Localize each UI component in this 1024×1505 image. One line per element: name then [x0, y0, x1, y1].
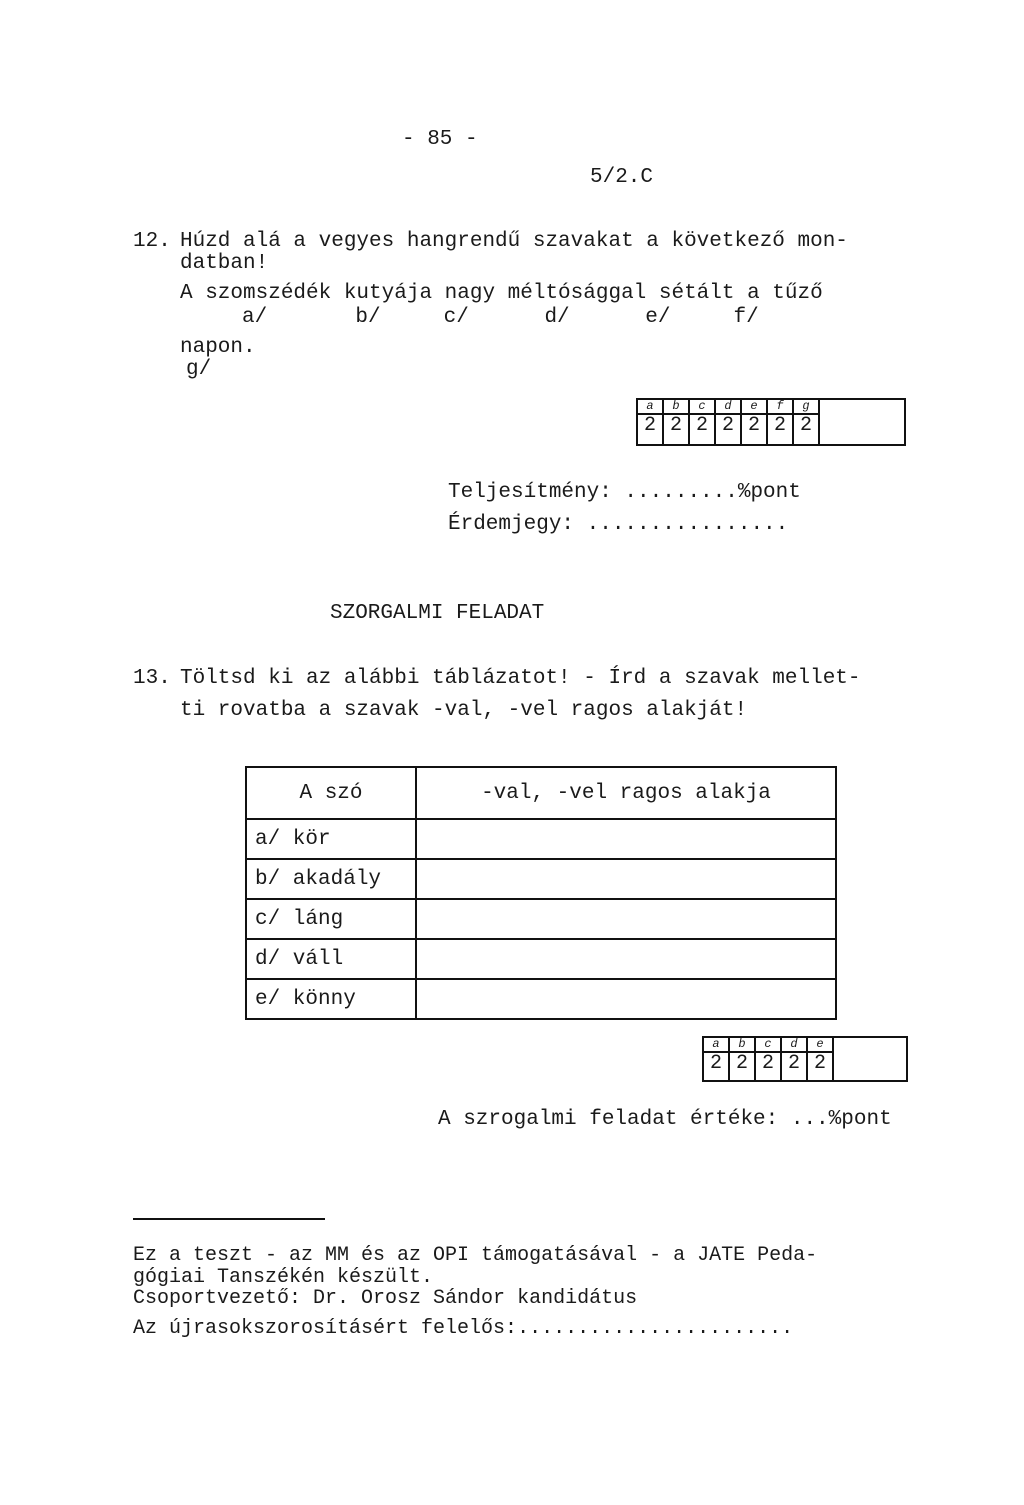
- table-header-row: [246, 767, 836, 819]
- word-cell: c/ láng: [246, 899, 416, 939]
- word-cell: d/ váll: [246, 939, 416, 979]
- task13-number: 13.: [133, 667, 171, 690]
- header-suffix-form: -val, -vel ragos alakja: [416, 767, 836, 819]
- score-label: f: [768, 400, 792, 415]
- task12-performance: Teljesítmény: .........%pont: [448, 481, 801, 504]
- score-total-cell: [834, 1038, 906, 1080]
- diligence-title: SZORGALMI FELADAT: [330, 602, 545, 625]
- task12-grade: Érdemjegy: ................: [448, 513, 789, 536]
- score-value: 2: [709, 1052, 722, 1075]
- score-value: 2: [773, 414, 786, 437]
- footer-line2: gógiai Tanszékén készült.: [133, 1266, 434, 1289]
- score-label: b: [664, 400, 688, 415]
- score-cell: [716, 400, 742, 444]
- task12-sentence-line2: napon.: [180, 336, 256, 359]
- score-cell: [808, 1038, 834, 1080]
- table-row: [246, 819, 836, 859]
- score-label: a: [638, 400, 662, 415]
- score-value: 2: [799, 414, 812, 437]
- answer-cell[interactable]: [416, 819, 836, 859]
- task13-score-box: [702, 1036, 908, 1082]
- score-label: c: [690, 400, 714, 415]
- answer-cell[interactable]: [416, 899, 836, 939]
- score-cell: [794, 400, 820, 444]
- word-table: [245, 766, 837, 1020]
- table-row: [246, 899, 836, 939]
- score-cell: [756, 1038, 782, 1080]
- answer-cell[interactable]: [416, 979, 836, 1019]
- score-value: 2: [721, 414, 734, 437]
- score-label: a: [704, 1038, 728, 1053]
- word-cell: b/ akadály: [246, 859, 416, 899]
- score-value: 2: [735, 1052, 748, 1075]
- task12-number: 12.: [133, 230, 171, 253]
- score-label: b: [730, 1038, 754, 1053]
- score-value: 2: [747, 414, 760, 437]
- score-total-cell: [820, 400, 904, 444]
- page-number: - 85 -: [402, 128, 478, 151]
- score-label: g: [794, 400, 818, 415]
- task12-markers-line1: a/ b/ c/ d/ e/ f/: [242, 306, 759, 329]
- score-value: 2: [813, 1052, 826, 1075]
- task12-instruction-line2: datban!: [180, 252, 269, 275]
- score-label: e: [808, 1038, 832, 1053]
- header-word: A szó: [246, 767, 416, 819]
- test-code: 5/2.C: [590, 166, 654, 189]
- footer-divider: [133, 1218, 325, 1220]
- answer-cell[interactable]: [416, 859, 836, 899]
- score-cell: [638, 400, 664, 444]
- score-label: e: [742, 400, 766, 415]
- score-value: 2: [643, 414, 656, 437]
- score-label: d: [782, 1038, 806, 1053]
- task13-value-line: A szrogalmi feladat értéke: ...%pont: [438, 1108, 892, 1131]
- task12-instruction-line1: Húzd alá a vegyes hangrendű szavakat a következő mon-: [180, 230, 848, 253]
- footer-line3: Csoportvezető: Dr. Orosz Sándor kandidátus: [133, 1287, 638, 1310]
- score-cell: [690, 400, 716, 444]
- table-row: [246, 979, 836, 1019]
- score-cell: [730, 1038, 756, 1080]
- table-row: [246, 859, 836, 899]
- answer-cell[interactable]: [416, 939, 836, 979]
- score-cell: [664, 400, 690, 444]
- score-label: c: [756, 1038, 780, 1053]
- task13-instruction-line1: Töltsd ki az alábbi táblázatot! - Írd a szavak mellet-: [180, 667, 861, 690]
- score-value: 2: [787, 1052, 800, 1075]
- word-cell: e/ könny: [246, 979, 416, 1019]
- score-label: d: [716, 400, 740, 415]
- footer-line4: Az újrasokszorosításért felelős:.......................: [133, 1317, 794, 1340]
- score-cell: [782, 1038, 808, 1080]
- score-value: 2: [695, 414, 708, 437]
- score-cell: [768, 400, 794, 444]
- task12-markers-line2: g/: [186, 358, 212, 381]
- score-value: 2: [669, 414, 682, 437]
- task13-instruction-line2: ti rovatba a szavak -val, -vel ragos alakját!: [180, 699, 748, 722]
- score-cell: [742, 400, 768, 444]
- table-row: [246, 939, 836, 979]
- footer-line1: Ez a teszt - az MM és az OPI támogatásával - a JATE Peda-: [133, 1244, 818, 1267]
- word-cell: a/ kör: [246, 819, 416, 859]
- task12-score-box: [636, 398, 906, 446]
- task12-sentence-line1: A szomszédék kutyája nagy méltósággal sétált a tűző: [180, 282, 823, 305]
- score-value: 2: [761, 1052, 774, 1075]
- score-cell: [704, 1038, 730, 1080]
